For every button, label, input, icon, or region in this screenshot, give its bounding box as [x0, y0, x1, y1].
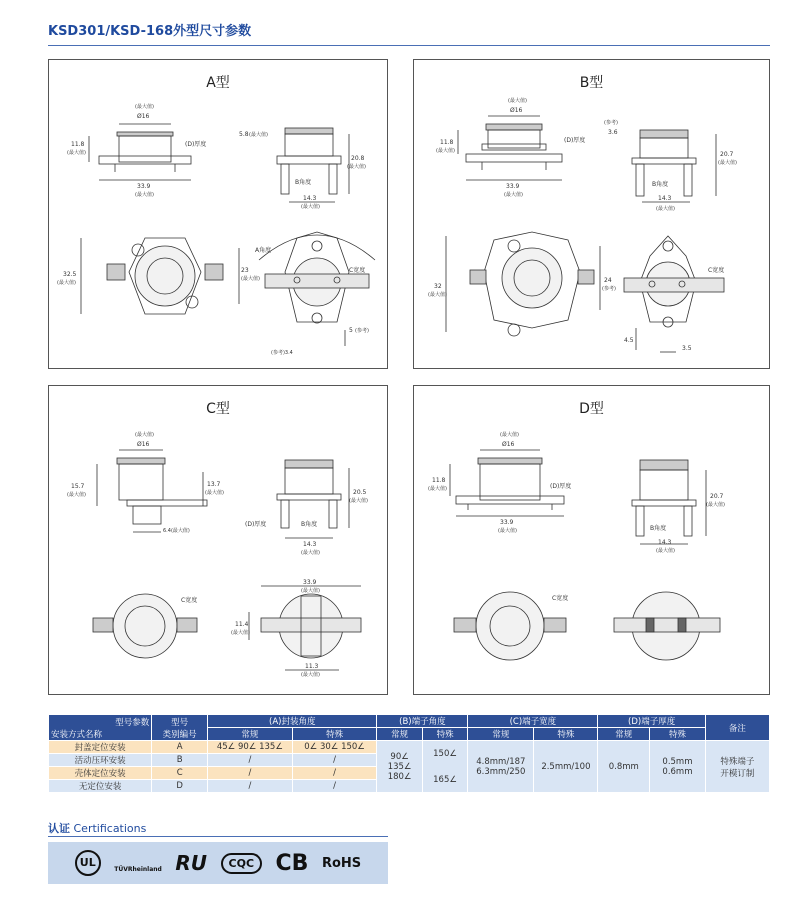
b-normal-value: 135∠	[387, 761, 412, 772]
b-special-value: 165∠	[433, 774, 457, 785]
table-corner-header	[49, 715, 152, 741]
c-normal-header: 常规	[468, 728, 534, 741]
b-normal-header: 常规	[377, 728, 422, 741]
d-total-height-sub: (最大值)	[706, 502, 725, 508]
panel-d-title: D型	[579, 401, 604, 417]
row-a-normal: /	[208, 754, 293, 767]
a-width-sub: (最大值)	[135, 192, 154, 198]
b-front-height-sub: (最大值)	[428, 292, 447, 298]
d-special-header: 特殊	[650, 728, 706, 741]
b-hole-dist-sub: (参考)	[602, 286, 616, 292]
b-total-height-sub: (最大值)	[718, 160, 737, 166]
c-width-label: 33.9	[303, 579, 317, 586]
d-thickness-label: (D)厚度	[550, 483, 572, 490]
c-h114: 11.4	[235, 621, 249, 628]
b-normal-value: 180∠	[387, 771, 412, 782]
c-b-angle: B角度	[301, 521, 318, 528]
b-thickness-label: (D)厚度	[564, 137, 586, 144]
col-d-header: (D)端子厚度	[598, 715, 705, 728]
c-w113-sub: (最大值)	[301, 672, 320, 678]
panel-d-drawing	[414, 386, 771, 696]
a-front-height-sub: (最大值)	[57, 280, 76, 286]
row-name: 壳体定位安装	[49, 767, 152, 780]
c-special-value: 2.5mm/100	[534, 741, 598, 793]
d-pin-width-sub: (最大值)	[656, 548, 675, 554]
col-remark-header: 备注	[705, 715, 769, 741]
panel-type-d	[413, 385, 770, 695]
panel-a-title: A型	[206, 75, 230, 91]
d-height-label: 11.8	[432, 477, 446, 484]
d-pin-width: 14.3	[658, 539, 672, 546]
c-w64: 6.4(最大值)	[163, 528, 190, 534]
panel-type-c	[48, 385, 388, 695]
row-a-normal: 45∠ 90∠ 135∠	[208, 741, 293, 754]
b-front-height: 32	[434, 283, 442, 290]
b-b-angle: B角度	[652, 181, 669, 188]
b-diameter-label: Ø16	[510, 107, 523, 114]
b-special-header: 特殊	[422, 728, 467, 741]
a-height-sub: (最大值)	[67, 150, 86, 156]
c-height2-sub: (最大值)	[205, 490, 224, 496]
table-row	[49, 741, 770, 754]
spec-table	[48, 714, 770, 793]
d-c-width: C宽度	[552, 595, 569, 602]
cert-title-bold: 认证	[48, 822, 70, 835]
row-a-special: /	[292, 754, 377, 767]
rohs-logo: RoHS	[321, 855, 362, 871]
b-pin-width-sub: (最大值)	[656, 206, 675, 212]
b-w35: 3.5	[682, 345, 692, 352]
a-top-label: 5.8	[239, 131, 249, 138]
d-diameter-label: Ø16	[502, 441, 515, 448]
c-width-sub: (最大值)	[301, 588, 320, 594]
a-hole-dist: 23	[241, 267, 249, 274]
a-b-angle: B角度	[295, 179, 312, 186]
b-width-label: 33.9	[506, 183, 520, 190]
a-width-label: 33.9	[137, 183, 151, 190]
a-thickness-label: (D)厚度	[185, 141, 207, 148]
panel-c-drawing	[49, 386, 389, 696]
a-top-sub: (最大值)	[249, 132, 268, 138]
panel-type-b	[413, 59, 770, 369]
a-special-header: 特殊	[292, 728, 377, 741]
cert-divider	[48, 836, 388, 837]
d-normal-header: 常规	[598, 728, 650, 741]
row-a-special: /	[292, 780, 377, 793]
row-name: 无定位安装	[49, 780, 152, 793]
row-a-normal: /	[208, 780, 293, 793]
col-a-header: (A)封装角度	[208, 715, 377, 728]
row-a-normal: /	[208, 767, 293, 780]
row-a-special: 0∠ 30∠ 150∠	[292, 741, 377, 754]
d-b-angle: B角度	[650, 525, 667, 532]
d-special-values	[650, 741, 706, 793]
a-hole-dist-sub: (最大值)	[241, 276, 260, 282]
a-ref34: (参考)3.4	[271, 350, 293, 356]
c-normal-values	[468, 741, 534, 793]
certifications-title	[48, 820, 146, 836]
c-pin-width-sub: (最大值)	[301, 550, 320, 556]
d-total-height: 20.7	[710, 493, 724, 500]
b-normal-values	[377, 741, 422, 793]
b-width-sub: (最大值)	[504, 192, 523, 198]
c-normal-value: 4.8mm/187	[476, 756, 526, 767]
row-code: A	[152, 741, 208, 754]
b-total-height: 20.7	[720, 151, 734, 158]
c-normal-value: 6.3mm/250	[476, 766, 526, 777]
c-pin-width: 14.3	[303, 541, 317, 548]
remark-line: 开模订制	[720, 768, 755, 779]
a-total-height-sub: (最大值)	[347, 164, 366, 170]
a-front-height: 32.5	[63, 271, 77, 278]
c-height2-label: 13.7	[207, 481, 221, 488]
col-c-header: (C)端子宽度	[468, 715, 598, 728]
b-special-value: 150∠	[433, 748, 457, 759]
cert-title-rest: Certifications	[70, 822, 147, 835]
panel-type-a	[48, 59, 388, 369]
c-h114-sub: (最大值)	[231, 630, 250, 636]
row-code: C	[152, 767, 208, 780]
c-height-label: 15.7	[71, 483, 85, 490]
remark-values	[705, 741, 769, 793]
a-normal-header: 常规	[208, 728, 293, 741]
c-thickness-label: (D)厚度	[245, 521, 267, 528]
col-b-header: (B)端子角度	[377, 715, 468, 728]
a-ref5-sub: (参考)	[355, 328, 369, 334]
row-name: 封盖定位安装	[49, 741, 152, 754]
b-hole-dist: 24	[604, 277, 612, 284]
b-max-label: (最大值)	[508, 98, 527, 104]
a-height-label: 11.8	[71, 141, 85, 148]
ul-logo: UL	[75, 850, 101, 876]
b-height-label: 11.8	[440, 139, 454, 146]
model-header	[152, 715, 208, 741]
d-max-label: (最大值)	[500, 432, 519, 438]
remark-line: 特殊端子	[720, 756, 755, 767]
c-special-header: 特殊	[534, 728, 598, 741]
d-special-value: 0.5mm	[662, 756, 693, 767]
a-ref5: 5	[349, 327, 353, 334]
cqc-logo: CQC	[221, 853, 263, 874]
b-h45: 4.5	[624, 337, 634, 344]
row-name: 活动压环安装	[49, 754, 152, 767]
d-height-sub: (最大值)	[428, 486, 447, 492]
b-pin-width: 14.3	[658, 195, 672, 202]
d-normal-value: 0.8mm	[598, 741, 650, 793]
model-header-top: 型号	[171, 717, 189, 728]
row-code: B	[152, 754, 208, 767]
d-width-sub: (最大值)	[498, 528, 517, 534]
c-height-sub: (最大值)	[67, 492, 86, 498]
a-a-angle: A角度	[255, 247, 272, 254]
a-pin-width-sub: (最大值)	[301, 204, 320, 210]
panel-a-drawing	[49, 60, 389, 370]
panel-b-drawing	[414, 60, 771, 370]
model-header-bottom: 类别编号	[162, 729, 197, 740]
c-w113: 11.3	[305, 663, 319, 670]
d-width-label: 33.9	[500, 519, 514, 526]
b-ref-note: (参考)	[604, 120, 618, 126]
a-total-height: 20.8	[351, 155, 365, 162]
b-top-label: 3.6	[608, 129, 618, 136]
b-height-sub: (最大值)	[436, 148, 455, 154]
b-special-values	[422, 741, 467, 793]
corner-bottom-label: 安装方式名称	[51, 729, 103, 740]
cb-logo: CB	[275, 850, 309, 876]
tuv-logo: TÜVRheinland	[114, 865, 162, 873]
b-c-width: C宽度	[708, 267, 725, 274]
page-header	[48, 18, 770, 46]
b-normal-value: 90∠	[390, 751, 409, 762]
row-code: D	[152, 780, 208, 793]
ru-logo: RU	[175, 851, 207, 875]
a-c-width: C宽度	[349, 267, 366, 274]
c-diameter-label: Ø16	[137, 441, 150, 448]
c-max-label: (最大值)	[135, 432, 154, 438]
certification-logos	[48, 842, 388, 884]
c-total-height-sub: (最大值)	[349, 498, 368, 504]
corner-top-label: 型号参数	[115, 717, 150, 728]
page-title: KSD301/KSD-168外型尺寸参数	[48, 24, 252, 39]
row-a-special: /	[292, 767, 377, 780]
c-total-height: 20.5	[353, 489, 367, 496]
c-c-width: C宽度	[181, 597, 198, 604]
panel-b-title: B型	[579, 75, 604, 91]
a-max-label: (最大值)	[135, 104, 154, 110]
panel-c-title: C型	[206, 401, 230, 417]
a-diameter-label: Ø16	[137, 113, 150, 120]
d-special-value: 0.6mm	[662, 766, 693, 777]
a-pin-width: 14.3	[303, 195, 317, 202]
